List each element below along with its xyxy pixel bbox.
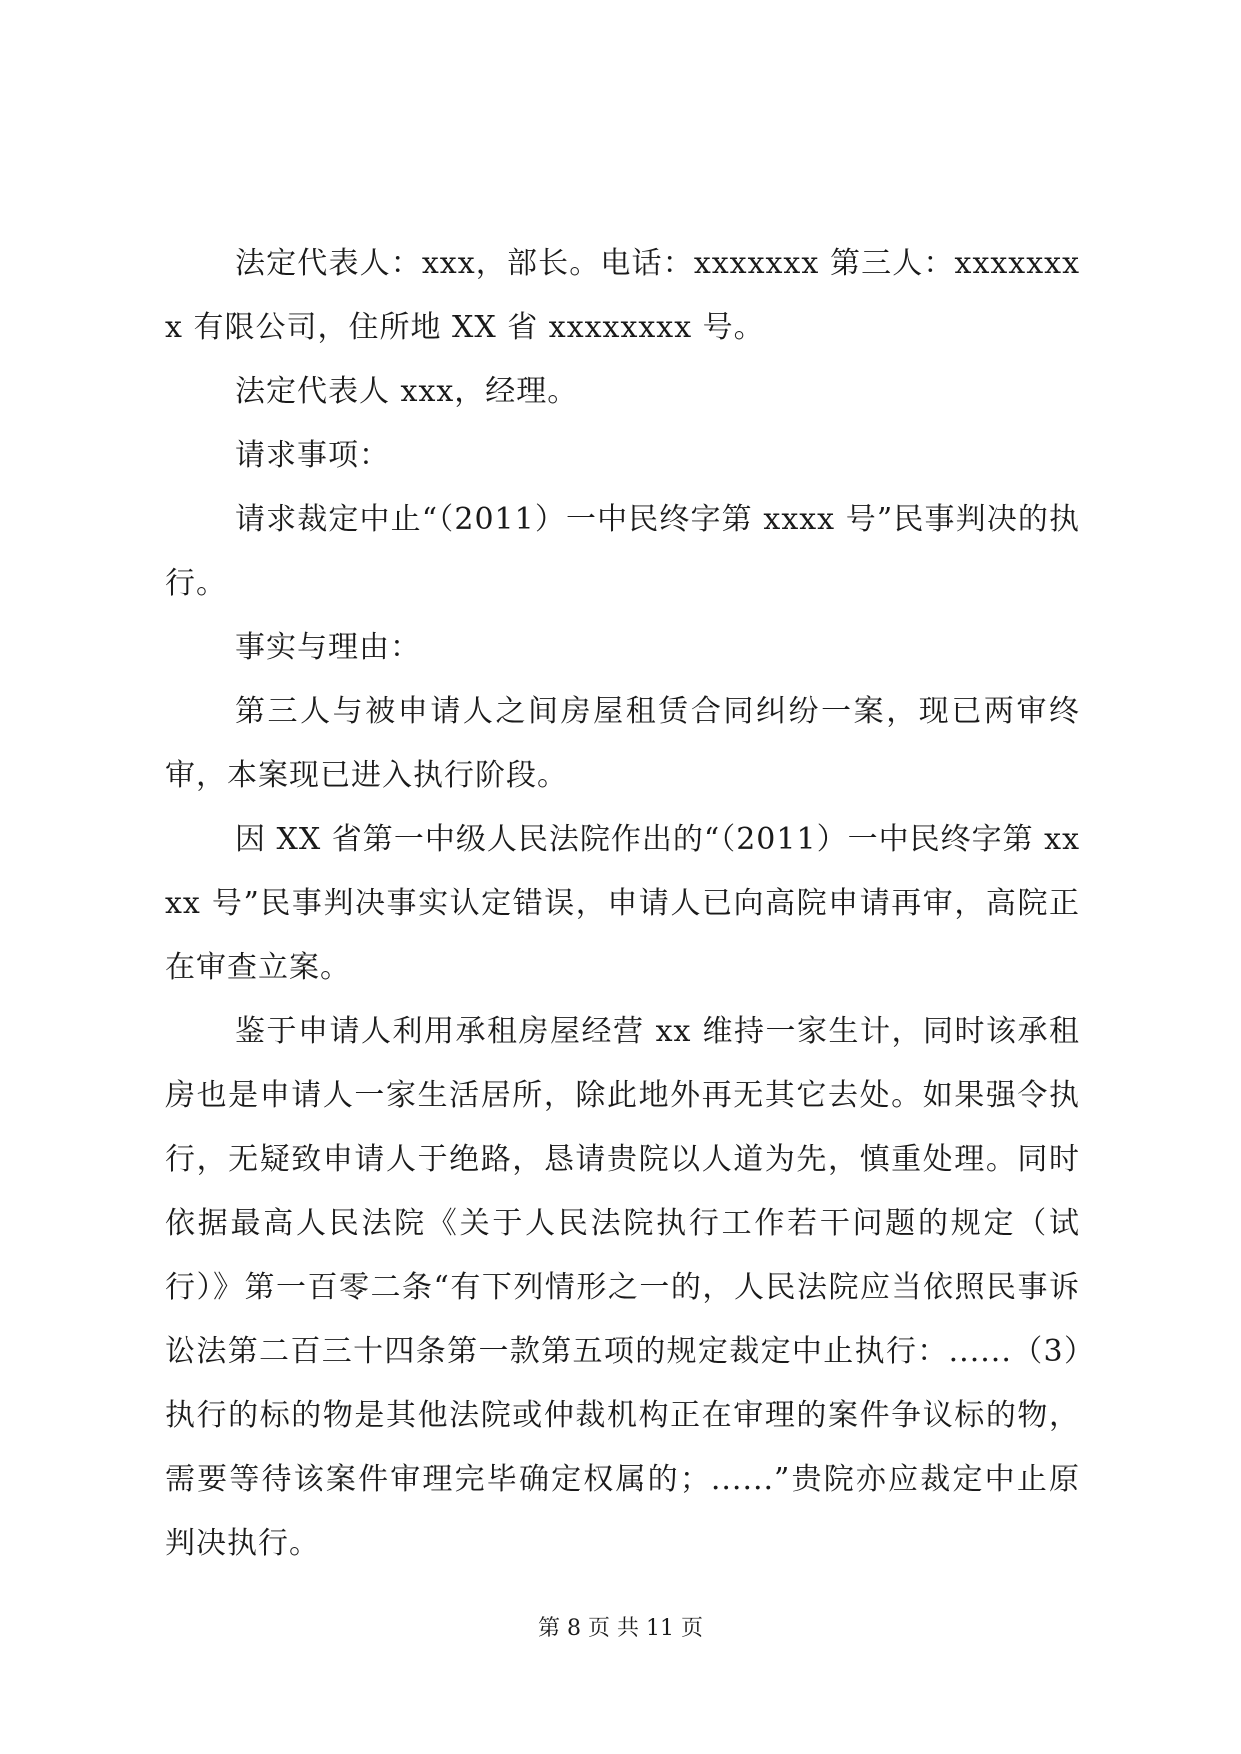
paragraph-case-status: 第三人与被申请人之间房屋租赁合同纠纷一案，现已两审终审，本案现已进入执行阶段。 [165,694,1080,793]
heading-request-items: 请求事项： [235,438,390,473]
paragraph-grounds: 鉴于申请人利用承租房屋经营 xx 维持一家生计，同时该承租房也是申请人一家生活居所，除此地外再无其它去处。如果强令执行，无疑致申请人于绝路，恳请贵院以人道为先，慎重处理。同时依据最高人民法院《关于人民法院执行工作若干问题的规定（试行）》第一百零二条“有下列情形之一的，人民法院应当依照民事诉讼法第二百三十四条第一款第五项的规定裁定中止执行：......（3）执行的标的物是其他法院或仲裁机构正在审理的案件争议标的物，需要等待该案件审理完毕确定权属的；......”贵院亦应裁定中止原判决执行。 [165,1014,1080,1561]
paragraph-third-party-representative: 法定代表人 xxx，经理。 [235,374,579,409]
paragraph-request: 请求裁定中止“（2011）一中民终字第 xxxx 号”民事判决的执行。 [165,502,1080,601]
paragraph-retrial-application: 因 XX 省第一中级人民法院作出的“（2011）一中民终字第 xxxx 号”民事判决事实认定错误，申请人已向高院申请再审，高院正在审查立案。 [165,822,1080,985]
paragraph-legal-representative-contact: 法定代表人：xxx，部长。电话：xxxxxxx 第三人：xxxxxxxx 有限公司，住所地 XX 省 xxxxxxxx 号。 [165,246,1080,345]
page-number-footer: 第 8 页 共 11 页 [538,1616,703,1641]
heading-facts-and-reasons: 事实与理由： [235,630,421,665]
document-body [165,232,1080,1576]
